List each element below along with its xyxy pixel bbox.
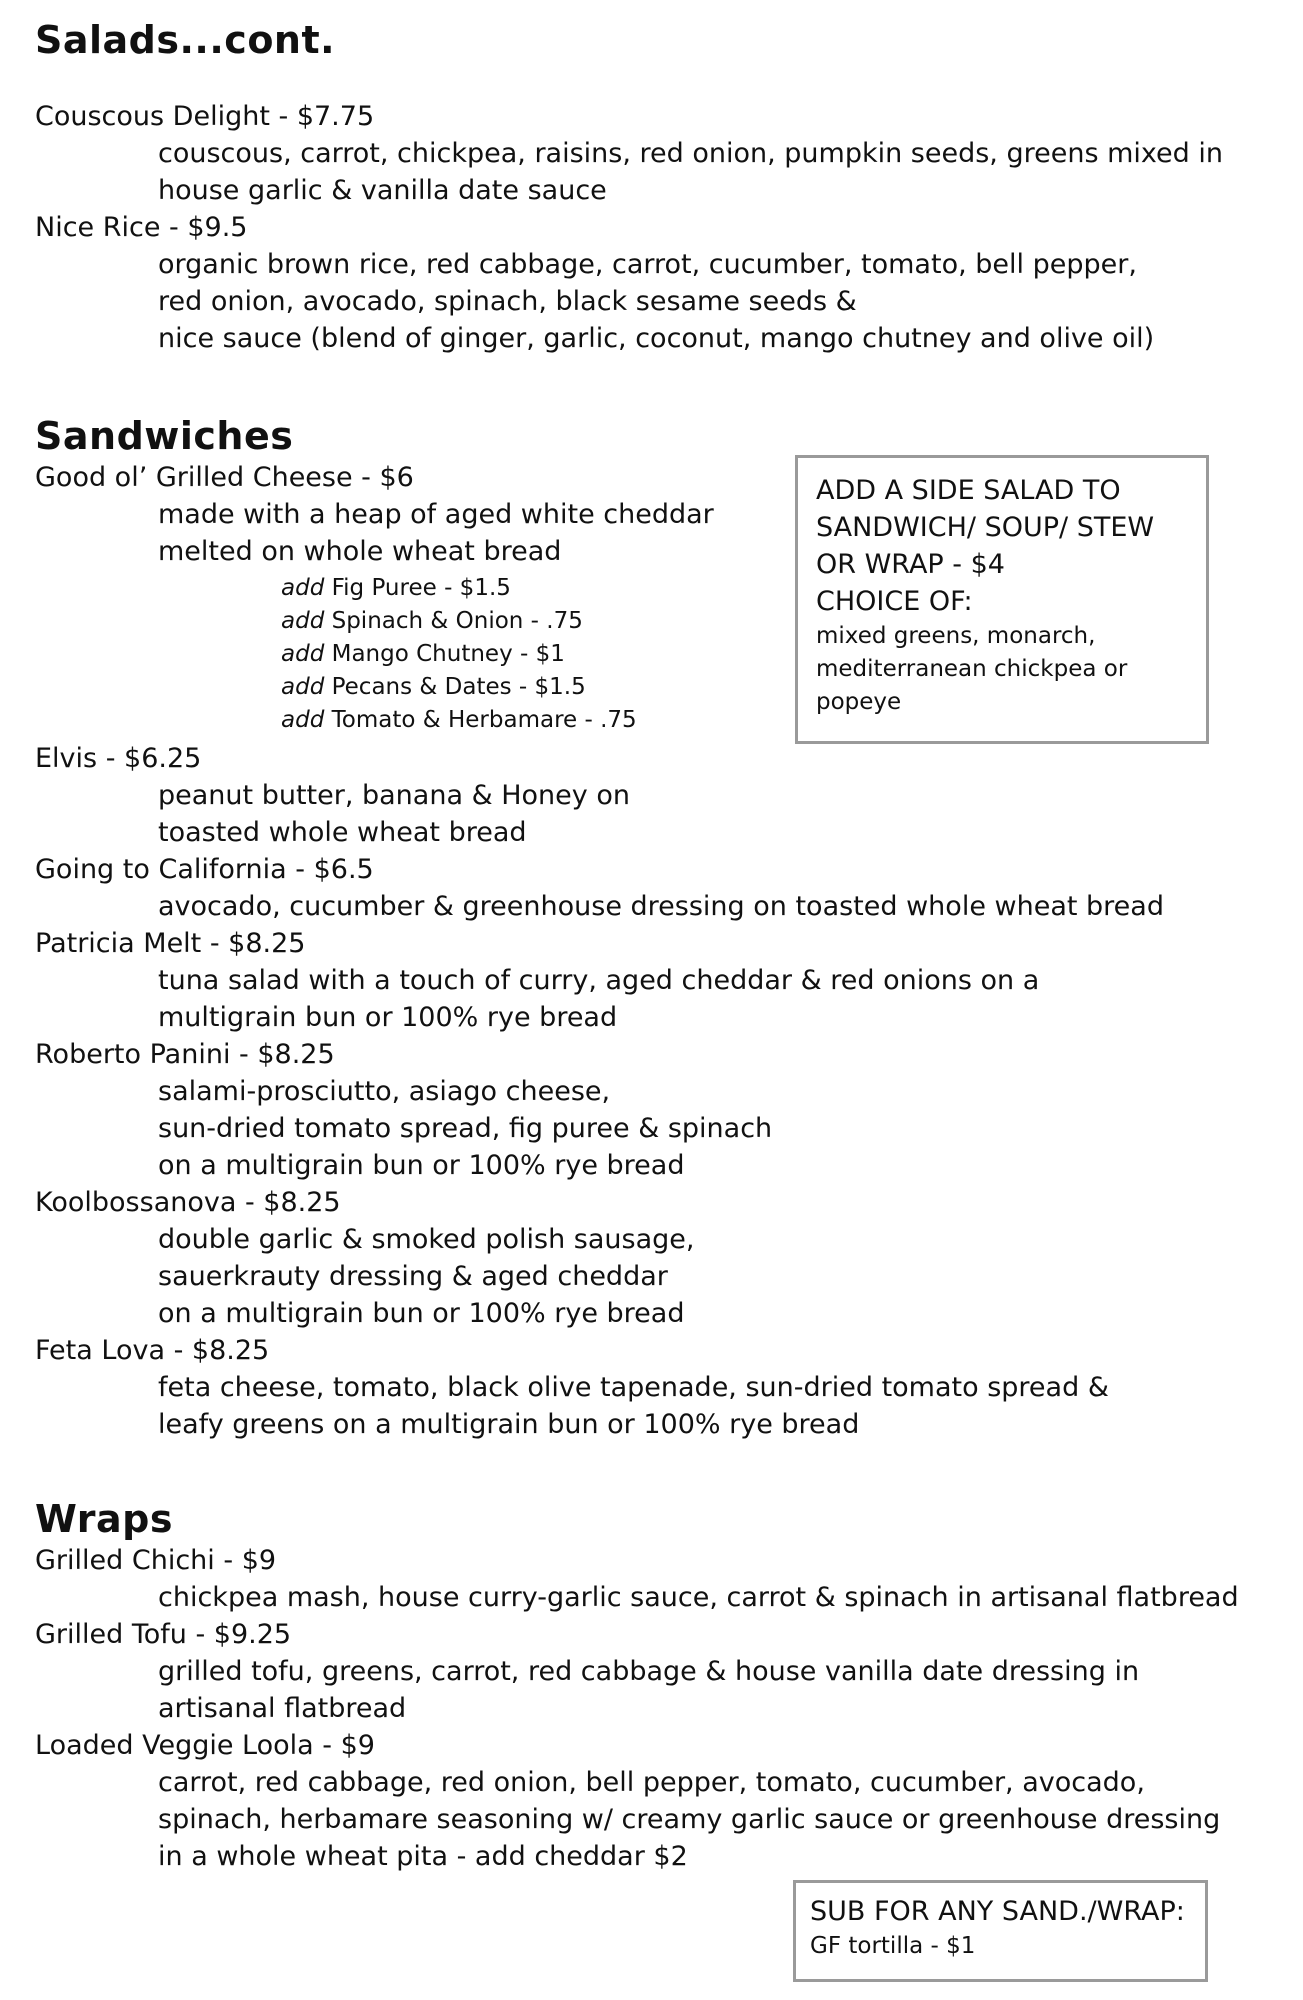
addon-label: Mango Chutney - $1 <box>331 641 565 667</box>
menu-item-elvis: Elvis - $6.25 <box>35 743 202 774</box>
item-description: salami-prosciutto, asiago cheese, <box>158 1076 611 1107</box>
addon-prefix: add <box>281 641 325 667</box>
item-description: melted on whole wheat bread <box>158 536 562 567</box>
item-description: red onion, avocado, spinach, black sesame seeds & <box>158 286 857 317</box>
menu-item-grilled-cheese: Good ol’ Grilled Cheese - $6 <box>35 462 414 493</box>
item-description: sauerkrauty dressing & aged cheddar <box>158 1261 668 1292</box>
item-description: artisanal flatbread <box>158 1693 407 1724</box>
addon-label: Tomato & Herbamare - .75 <box>331 707 637 733</box>
item-description: toasted whole wheat bread <box>158 817 527 848</box>
item-description: in a whole wheat pita - add cheddar $2 <box>158 1841 688 1872</box>
item-description: leafy greens on a multigrain bun or 100% rye bread <box>158 1409 860 1440</box>
menu-item-couscous-delight: Couscous Delight - $7.75 <box>35 101 375 132</box>
menu-item-feta-lova: Feta Lova - $8.25 <box>35 1335 270 1366</box>
menu-item-patricia-melt: Patricia Melt - $8.25 <box>35 928 306 959</box>
item-description: chickpea mash, house curry-garlic sauce, carrot & spinach in artisanal flatbread <box>158 1582 1239 1613</box>
menu-item-roberto-panini: Roberto Panini - $8.25 <box>35 1039 335 1070</box>
item-description: multigrain bun or 100% rye bread <box>158 1002 618 1033</box>
substitution-box <box>793 1880 1208 1982</box>
addon-option <box>281 638 565 671</box>
addon-option <box>281 671 586 704</box>
addon-prefix: add <box>281 608 325 634</box>
item-description: double garlic & smoked polish sausage, <box>158 1224 695 1255</box>
item-description: made with a heap of aged white cheddar <box>158 499 714 530</box>
side-salad-line: CHOICE OF: <box>816 586 973 617</box>
side-salad-line: SANDWICH/ SOUP/ STEW <box>816 512 1155 543</box>
addon-prefix: add <box>281 674 325 700</box>
addon-prefix: add <box>281 575 325 601</box>
addon-option <box>281 572 511 605</box>
item-description: avocado, cucumber & greenhouse dressing on toasted whole wheat bread <box>158 891 1164 922</box>
side-salad-choice: mediterranean chickpea or <box>816 656 1128 682</box>
side-salad-choice: mixed greens, monarch, <box>816 623 1096 649</box>
side-salad-line: OR WRAP - $4 <box>816 549 1005 580</box>
menu-item-koolbossanova: Koolbossanova - $8.25 <box>35 1187 341 1218</box>
item-description: peanut butter, banana & Honey on <box>158 780 630 811</box>
addon-label: Fig Puree - $1.5 <box>331 575 511 601</box>
item-description: spinach, herbamare seasoning w/ creamy garlic sauce or greenhouse dressing <box>158 1804 1221 1835</box>
addon-option <box>281 704 637 737</box>
salads-heading: Salads...cont. <box>35 18 336 62</box>
substitution-title: SUB FOR ANY SAND./WRAP: <box>810 1896 1185 1927</box>
item-description: house garlic & vanilla date sauce <box>158 175 607 206</box>
item-description: couscous, carrot, chickpea, raisins, red onion, pumpkin seeds, greens mixed in <box>158 138 1223 169</box>
item-description: on a multigrain bun or 100% rye bread <box>158 1298 685 1329</box>
substitution-text: GF tortilla - $1 <box>810 1933 976 1959</box>
menu-item-nice-rice: Nice Rice - $9.5 <box>35 212 248 243</box>
menu-item-grilled-chichi: Grilled Chichi - $9 <box>35 1545 277 1576</box>
side-salad-box <box>795 455 1209 744</box>
menu-item-going-to-california: Going to California - $6.5 <box>35 854 374 885</box>
item-description: grilled tofu, greens, carrot, red cabbage & house vanilla date dressing in <box>158 1656 1140 1687</box>
item-description: tuna salad with a touch of curry, aged cheddar & red onions on a <box>158 965 1040 996</box>
wraps-heading: Wraps <box>35 1497 173 1541</box>
addon-label: Spinach & Onion - .75 <box>331 608 583 634</box>
item-description: feta cheese, tomato, black olive tapenade, sun-dried tomato spread & <box>158 1372 1109 1403</box>
item-description: organic brown rice, red cabbage, carrot, cucumber, tomato, bell pepper, <box>158 249 1137 280</box>
item-description: sun-dried tomato spread, fig puree & spinach <box>158 1113 773 1144</box>
sandwiches-heading: Sandwiches <box>35 414 294 458</box>
menu-item-grilled-tofu: Grilled Tofu - $9.25 <box>35 1619 292 1650</box>
item-description: carrot, red cabbage, red onion, bell pepper, tomato, cucumber, avocado, <box>158 1767 1145 1798</box>
side-salad-choice: popeye <box>816 689 902 715</box>
addon-prefix: add <box>281 707 325 733</box>
side-salad-line: ADD A SIDE SALAD TO <box>816 475 1121 506</box>
addon-option <box>281 605 583 638</box>
item-description: on a multigrain bun or 100% rye bread <box>158 1150 685 1181</box>
addon-label: Pecans & Dates - $1.5 <box>331 674 586 700</box>
menu-item-loaded-veggie-loola: Loaded Veggie Loola - $9 <box>35 1730 375 1761</box>
item-description: nice sauce (blend of ginger, garlic, coconut, mango chutney and olive oil) <box>158 323 1155 354</box>
